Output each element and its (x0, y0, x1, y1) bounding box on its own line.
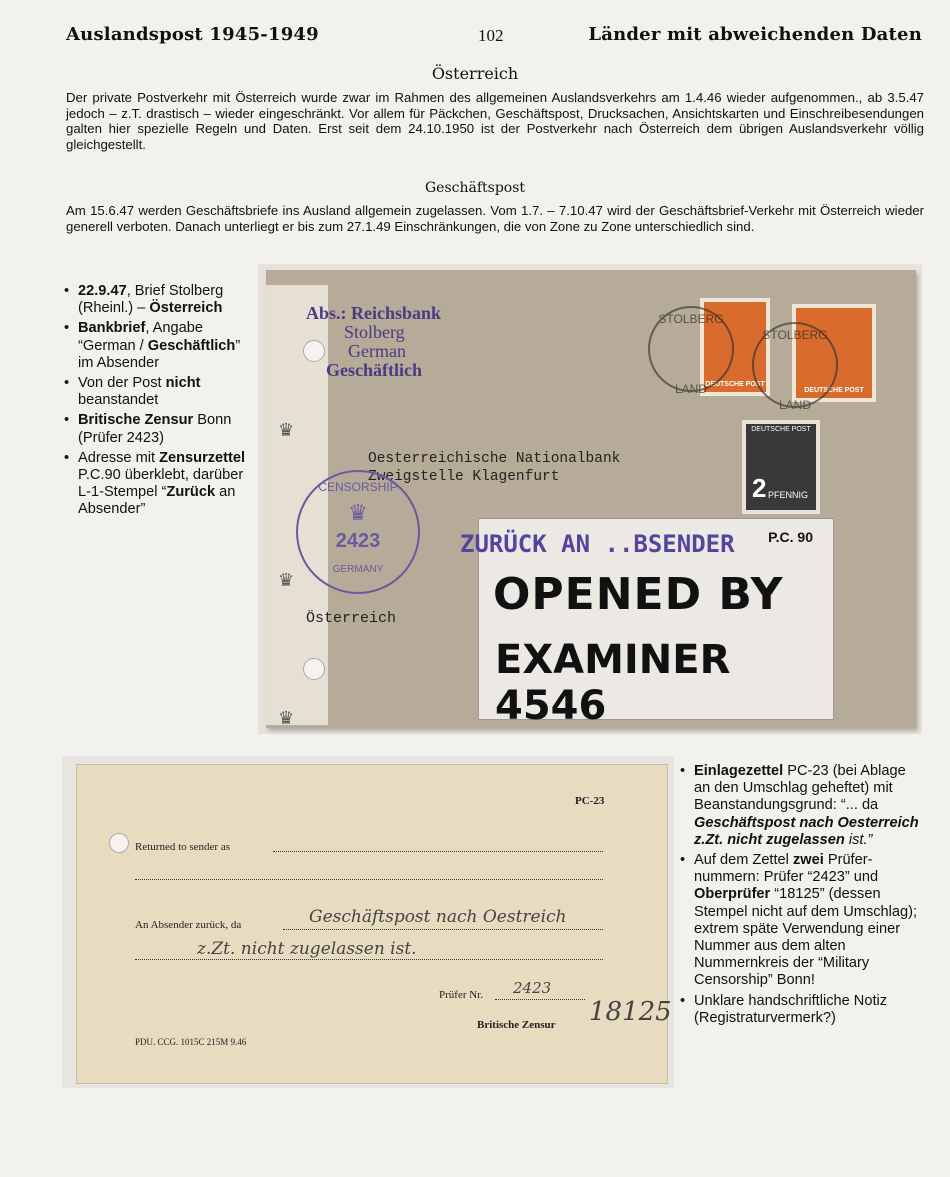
zurueck-stamp: ZURÜCK AN ..BSENDER (460, 530, 735, 558)
crown-icon: ♛ (278, 708, 295, 728)
note-item: • Auf dem Zettel zwei Prüfernummern: Prüfer “2423” und Oberprüfer “18125” (dessen Stempel nicht auf dem Umschlag); extrem späte Verwendung einer Nummer aus dem alten Nummernkreis der “Military Censorship” Bonn! (680, 852, 920, 990)
pc23-slip: PC-23 Returned to sender as An Absender zurück, da Geschäftspost nach Oestreich z.Zt. nicht zugelassen ist. Prüfer Nr. 2423 Britische Zensur 18125 PDU. CCG. 1015C 215M 9.46 (76, 764, 668, 1084)
geschaeftspost-paragraph: Am 15.6.47 werden Geschäftsbriefe ins Ausland allgemein zugelassen. Vom 1.7. – 7.10.47 wird der Geschäftsbrief-Verkehr mit Österreich wieder generell verboten. Danach unterliegt er bis zum 27.1.49 Einschränkungen, die von Zone zu Zone unterschiedlich sind. (66, 203, 924, 234)
intro-paragraph: Der private Postverkehr mit Österreich wurde zwar im Rahmen des allgemeinen Auslandsverkehrs am 1.4.46 wieder aufgenommen., ab 3.5.47 jedoch – z.T. drastisch – wieder eingeschränkt. Vor allem für Päckchen, Geschäftspost, Drucksachen, Ansichtskarten und Einschreibesendungen galten hier spezielle Regeln und Daten. Erst seit dem 24.10.1950 ist der Postverkehr nach Österreich dem übrigen Auslandsverkehr völlig gleichgestellt. (66, 90, 924, 152)
note-item: • Bankbrief, Angabe “German / Geschäftlich” im Absender (64, 320, 254, 372)
note-item: • Britische Zensur Bonn (Prüfer 2423) (64, 412, 254, 446)
stamp-orange: DEUTSCHE POST (700, 298, 770, 396)
slip-notes (680, 763, 920, 1030)
crown-icon: ♛ (278, 420, 295, 440)
note-item: • Adresse mit Zensurzettel P.C.90 überklebt, darüber L-1-Stempel “Zurück an Absender” (64, 450, 254, 519)
censor-label-pc90: P.C. 90 OPENED BY EXAMINER 4546 (478, 518, 834, 720)
note-item: • Unklare handschriftliche Notiz (Registraturvermerk?) (680, 993, 920, 1027)
header-right-title: Länder mit abweichenden Daten (588, 24, 922, 45)
note-item: • Von der Post nicht beanstandet (64, 375, 254, 409)
note-item: • 22.9.47, Brief Stolberg (Rheinl.) – Österreich (64, 283, 254, 317)
page-number: 102 (478, 26, 504, 45)
postmark: STOLBERG LAND (752, 322, 838, 408)
destination-text: Österreich (306, 610, 397, 627)
punch-hole (109, 833, 129, 853)
punch-hole (303, 658, 325, 680)
header-left-title: Auslandspost 1945-1949 (66, 24, 319, 45)
stamp-black: 2 PFENNIG DEUTSCHE POST (742, 420, 820, 514)
crown-icon: ♛ (278, 570, 295, 590)
envelope-notes (64, 283, 254, 522)
section-title-geschaeftspost: Geschäftspost (424, 180, 526, 196)
postmark: STOLBERG LAND (648, 306, 734, 392)
sender-stamp: Abs.: Reichsbank Stolberg German Geschäftlich (306, 303, 442, 380)
stamp-orange: DEUTSCHE POST (792, 304, 876, 402)
note-item: • Einlagezettel PC-23 (bei Ablage an den Umschlag geheftet) mit Beanstandungsgrund: “... da Geschäftspost nach Oesterreich z.Zt. nicht zugelassen ist.” (680, 763, 920, 849)
section-title-oesterreich: Österreich (431, 64, 519, 83)
recipient-address: Oesterreichische Nationalbank Zweigstelle Klagenfurt (368, 451, 621, 485)
censorship-circle-stamp: CENSORSHIP ♛ 2423 GERMANY (296, 470, 420, 594)
crown-icon: ♛ (348, 500, 368, 525)
